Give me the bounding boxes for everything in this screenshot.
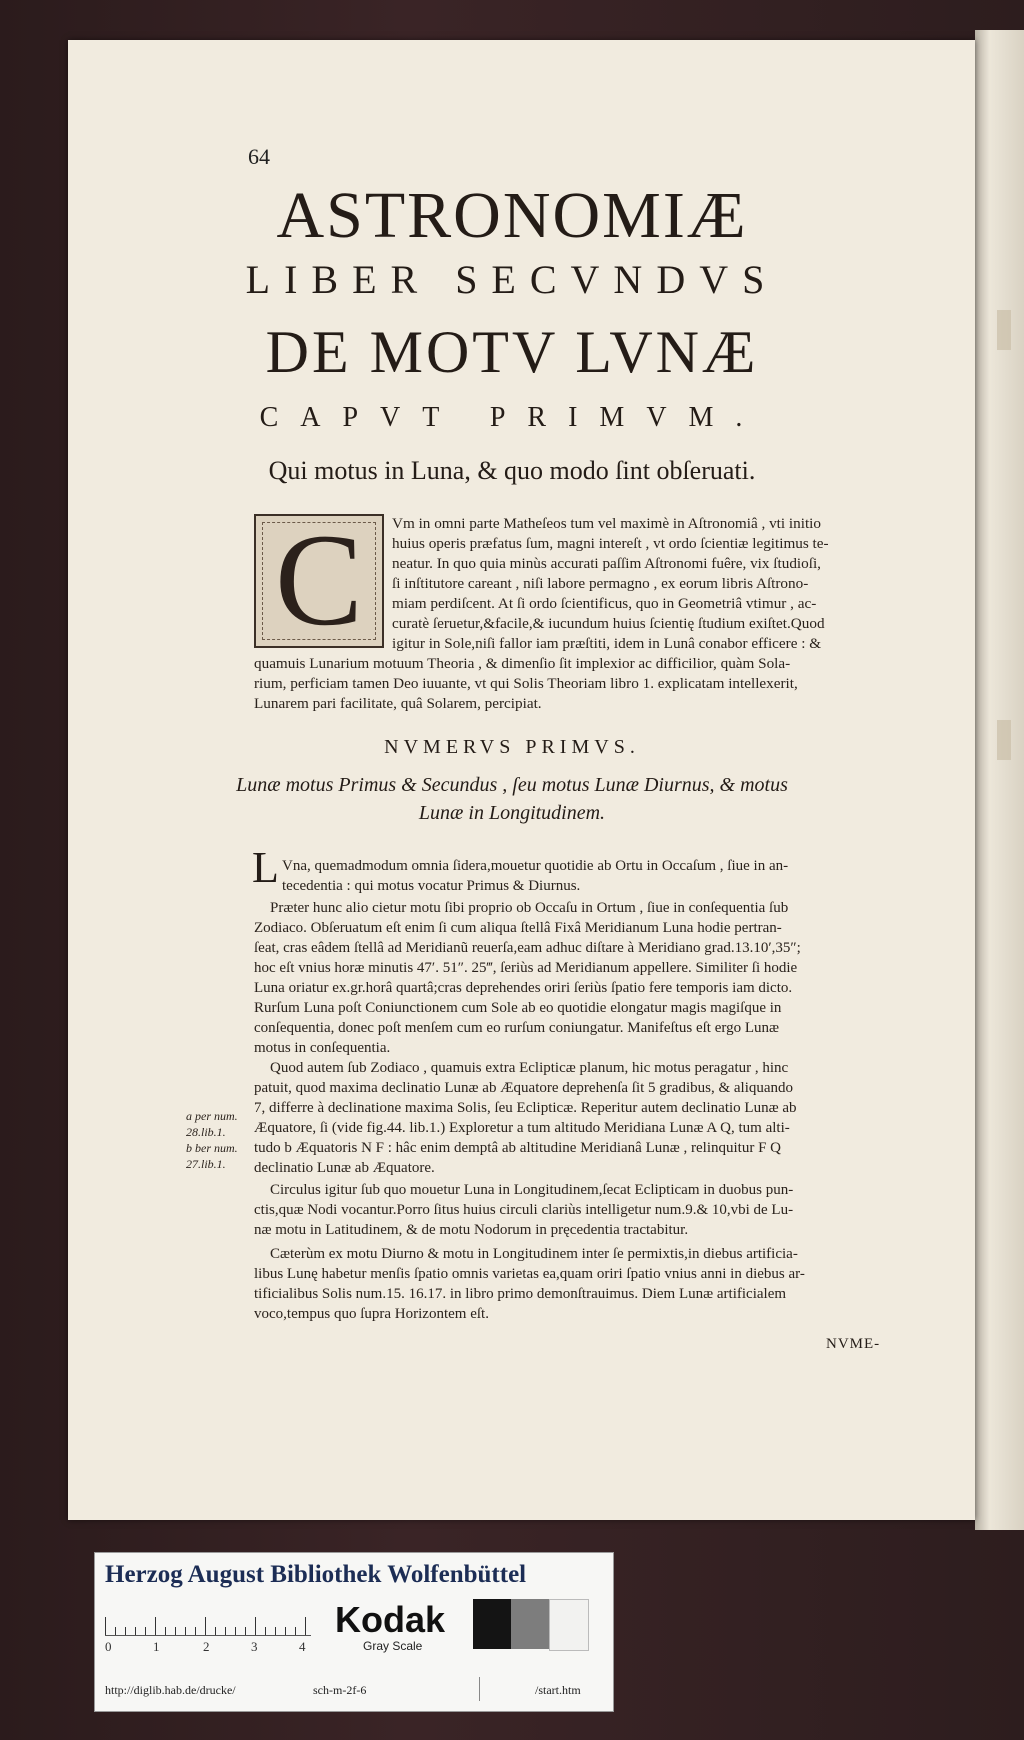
library-color-card <box>94 1552 614 1712</box>
text-line: Cæterùm ex motu Diurno & motu in Longitudinem inter ſe permixtis,in diebus artificia- <box>270 1246 798 1262</box>
paragraph-3 <box>254 1058 894 1178</box>
margin-note: b ber num. <box>186 1141 238 1155</box>
initial-letter: C <box>274 506 364 653</box>
text-line: neatur. In quo quia minùs accurati paſſim Aſtronomi fuêre, vix ſtudioſi, <box>392 555 821 572</box>
text-line: tificialibus Solis num.15. 16.17. in libro primo demonſtrauimus. Diem Lunæ artificialem <box>254 1286 787 1302</box>
section-subtitle: Lunæ in Longitudinem. <box>418 802 606 824</box>
title-liber-secundus: LIBER SECVNDVS <box>245 257 779 302</box>
section-subtitle: Lunæ motus Primus & Secundus , ſeu motus Lunæ Diurnus, & motus <box>236 774 788 796</box>
scale-number: 2 <box>203 1639 210 1654</box>
url-base: http://diglib.hab.de/drucke/ <box>105 1683 236 1697</box>
page-number: 64 <box>248 144 270 169</box>
text-line: curatè ſeruetur,&facile,& iucundum huius ſcientię ſtudium exiſtet.Quod <box>392 615 825 632</box>
text-line: Lunarem pari facilitate, quâ Solarem, percipiat. <box>254 695 542 712</box>
intro-paragraph-indented <box>392 514 888 654</box>
chapter-heading: CAPVT PRIMVM. <box>259 402 765 433</box>
text-line: voco,tempus quo ſupra Horizontem eſt. <box>254 1306 489 1322</box>
gray-scale-label: Gray Scale <box>363 1639 423 1653</box>
text-line: libus Lunę habetur menſis ſpatio omnis varietas ea,quam oriri ſpatio vnius anni in diebus ar- <box>254 1266 805 1282</box>
text-line: igitur in Sole,niſi fallor iam præſtiti, idem in Lunâ conabor efficere : & <box>392 635 822 652</box>
url-id: sch-m-2f-6 <box>313 1683 367 1697</box>
text-line: miam perdiſcent. At ſi ordo ſcientificus, quo in Geometriâ vtimur , ac- <box>392 595 817 612</box>
ruler-tick <box>275 1627 276 1635</box>
ruler-tick <box>295 1627 296 1635</box>
swatch-gray <box>511 1599 549 1649</box>
text-line: motus in conſequentia. <box>254 1040 391 1056</box>
text-line: Æquatore, ſi (vide fig.44. lib.1.) Exploretur a tum altitudo Meridiana Lunæ A Q, tum alti- <box>254 1120 790 1136</box>
paragraph-5 <box>254 1244 894 1324</box>
intro-paragraph-full <box>254 654 894 714</box>
ruler-tick <box>305 1617 306 1635</box>
ruler-tick <box>145 1627 146 1635</box>
swatch-white <box>549 1599 589 1651</box>
text-line: tudo b Æquatoris N F : hâc enim demptâ ab altitudine Meridianâ Lunæ , relinquitur F Q <box>254 1140 781 1156</box>
scale-number: 1 <box>153 1639 160 1654</box>
ruler-tick <box>195 1627 196 1635</box>
ruler-tick <box>245 1627 246 1635</box>
paragraph-1 <box>282 856 892 896</box>
ruler-tick <box>225 1627 226 1635</box>
text-line: Zodiaco. Obſeruatum eſt enim ſi cum aliqua ſtellâ Fixâ Meridianum Luna hodie pertran- <box>254 920 782 936</box>
scale-ruler <box>105 1603 311 1636</box>
ruler-tick <box>155 1617 156 1635</box>
scale-number: 3 <box>251 1639 258 1654</box>
margin-note: 27.lib.1. <box>186 1157 226 1171</box>
text-line: patuit, quod maxima declinatio Lunæ ab Æquatore deprehenſa ſit 5 gradibus, & aliquando <box>254 1080 794 1096</box>
margin-note: 28.lib.1. <box>186 1125 226 1139</box>
margin-note: a per num. <box>186 1109 238 1123</box>
ruler-tick <box>175 1627 176 1635</box>
text-line: Vm in omni parte Matheſeos tum vel maximè in Aſtronomiâ , vti initio <box>392 515 821 532</box>
text-line: ſeat, cras eâdem ſtellâ ad Meridianũ reuerſa,eam adhuc diſtare à Meridiano grad.13.10′,35″; <box>254 940 801 956</box>
url-end: /start.htm <box>535 1683 581 1697</box>
ruler-tick <box>135 1627 136 1635</box>
text-line: Circulus igitur ſub quo mouetur Luna in Longitudinem,ſecat Eclipticam in duobus pun- <box>270 1182 794 1198</box>
paragraph-2 <box>254 898 894 1058</box>
library-name: Herzog August Bibliothek Wolfenbüttel <box>105 1561 527 1588</box>
text-line: huius operis præfatus ſum, magni intereſt , vt ordo ſcientiæ legitimus te- <box>392 535 829 552</box>
text-line: rium, perficiam tamen Deo iuuante, vt qui Solis Theoriam libro 1. explicatam intellexerit, <box>254 675 798 692</box>
paragraph-4 <box>254 1180 894 1240</box>
ruler-tick <box>185 1627 186 1635</box>
title-astronomiae: ASTRONOMIÆ <box>276 179 748 252</box>
text-line: quamuis Lunarium motuum Theoria , & dimenſio ſit implexior ac difficilior, quàm Sola- <box>254 655 791 672</box>
ruler-tick <box>125 1627 126 1635</box>
text-line: declinatio Lunæ ab Æquatore. <box>254 1160 435 1176</box>
ruler-tick <box>285 1627 286 1635</box>
text-line: Rurſum Luna poſt Coniunctionem cum Sole ab eo quotidie elongatur magis magiſque in <box>254 1000 782 1016</box>
ruler-tick <box>165 1627 166 1635</box>
text-line: Præter hunc alio cietur motu ſibi proprio ob Occaſu in Ortum , ſiue in conſequentia ſub <box>270 900 789 916</box>
text-line: 7, differre à declinatione maxima Solis, ſeu Eclipticæ. Reperitur autem declinatio Lunæ ab <box>254 1100 797 1116</box>
section-heading: NVMERVS PRIMVS. <box>384 736 640 758</box>
text-line: Vna, quemadmodum omnia ſidera,mouetur quotidie ab Ortu in Occaſum , ſiue in an- <box>282 858 789 874</box>
text-line: hoc eſt vnius horæ minutis 47′. 51″. 25‴, ſeriùs ad Meridianum appellere. Similiter ſi hodie <box>254 960 798 976</box>
text-line: Luna oriatur ex.gr.horâ quartâ;cras deprehendes oriri ſeriùs ſpatio fere temporis iam dicto. <box>254 980 793 996</box>
scale-number: 4 <box>299 1639 306 1654</box>
ruler-tick <box>215 1627 216 1635</box>
text-line: conſequentia, donec poſt menſem cum eo rurſum coniungatur. Manifeſtus eſt ergo Lunæ <box>254 1020 780 1036</box>
kodak-logo: Kodak <box>335 1599 446 1640</box>
initial-L: L <box>252 843 279 892</box>
text-line: Quod autem ſub Zodiaco , quamuis extra Eclipticæ planum, hic motus peragatur , hinc <box>270 1060 789 1076</box>
ruler-tick <box>265 1627 266 1635</box>
swatch-black <box>473 1599 511 1649</box>
ruler-tick <box>105 1617 106 1635</box>
chapter-subtitle: Qui motus in Luna, & quo modo ſint obſeruati. <box>268 456 756 485</box>
ruler-tick <box>115 1627 116 1635</box>
ruler-tick <box>255 1617 256 1635</box>
title-de-motu-lunae: DE MOTV LVNÆ <box>265 319 759 385</box>
ruler-tick <box>205 1617 206 1635</box>
ruler-tick <box>235 1627 236 1635</box>
text-line: ſi inſtitutore careant , niſi labore permagno , ex eorum libris Aſtrono- <box>392 575 809 592</box>
text-line: ctis,quæ Nodi vocantur.Porro ſitus huius circuli clariùs intelligetur num.9.& 10,vbi de Lu- <box>254 1202 794 1218</box>
scale-number: 0 <box>105 1639 112 1654</box>
text-line: tecedentia : qui motus vocatur Primus & Diurnus. <box>282 878 581 894</box>
catchword: NVME- <box>826 1336 881 1352</box>
decorated-initial <box>254 506 384 653</box>
url-separator <box>479 1677 480 1701</box>
text-line: næ motu in Latitudinem, & de motu Nodorum in pręcedentia tractabitur. <box>254 1222 689 1238</box>
